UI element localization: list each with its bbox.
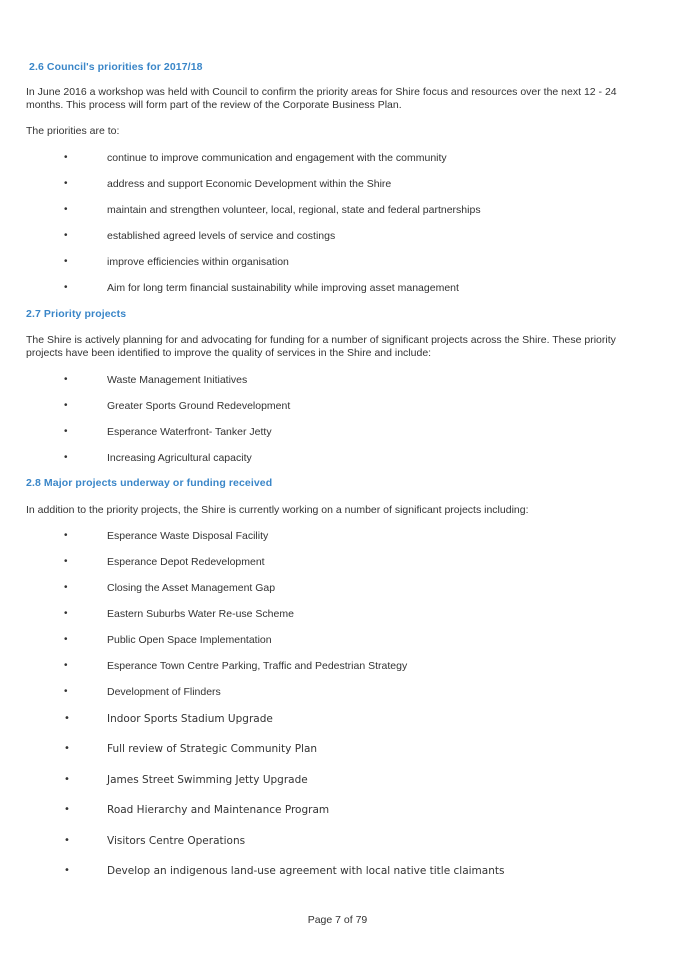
- list-item: [0, 255, 675, 271]
- bullet: •: [64, 608, 68, 619]
- list-item-text: Greater Sports Ground Redevelopment: [107, 400, 291, 412]
- bullet: •: [64, 865, 70, 876]
- bullet: •: [64, 256, 68, 267]
- bullet: •: [64, 282, 68, 293]
- bullet: •: [64, 374, 68, 385]
- list-item-text: Esperance Town Centre Parking, Traffic and Pedestrian Strategy: [107, 660, 408, 672]
- list-item: [0, 451, 675, 467]
- bullet: •: [64, 835, 70, 846]
- list-item: [0, 281, 675, 297]
- bullet: •: [64, 774, 70, 785]
- bullet: •: [64, 804, 70, 815]
- bullet: •: [64, 426, 68, 437]
- list-item: [0, 834, 675, 850]
- list-item: [0, 229, 675, 245]
- list-item-text: established agreed levels of service and costings: [107, 230, 336, 242]
- bullet: •: [64, 713, 70, 724]
- list-item-text: Esperance Waterfront- Tanker Jetty: [107, 426, 272, 438]
- section-2-6-intro: In June 2016 a workshop was held with Council to confirm the priority areas for Shire focus and resources over the next 12 - 24 months. This process will form part of the review of the Corporate Business Plan.: [26, 86, 617, 111]
- list-item: [0, 203, 675, 219]
- list-item-text: Develop an indigenous land-use agreement with local native title claimants: [107, 865, 505, 877]
- list-item-text: Development of Flinders: [107, 686, 221, 698]
- list-item: [0, 555, 675, 571]
- list-item-text: James Street Swimming Jetty Upgrade: [107, 774, 308, 786]
- bullet: •: [64, 452, 68, 463]
- list-item-text: Aim for long term financial sustainability while improving asset management: [107, 282, 459, 294]
- section-heading-2-8: 2.8 Major projects underway or funding received: [26, 477, 273, 489]
- list-item: [0, 633, 675, 649]
- list-item: [0, 581, 675, 597]
- section-2-7-intro: The Shire is actively planning for and advocating for funding for a number of significant projects across the Shire. These priority projects have been identified to improve the quality of services in the Shire and include:: [26, 334, 616, 359]
- section-heading-2-7: 2.7 Priority projects: [26, 308, 127, 320]
- list-item-text: Indoor Sports Stadium Upgrade: [107, 713, 273, 725]
- list-item-text: Esperance Waste Disposal Facility: [107, 530, 269, 542]
- list-item: [0, 685, 675, 701]
- list-item-text: Road Hierarchy and Maintenance Program: [107, 804, 330, 816]
- list-item-text: Visitors Centre Operations: [107, 835, 246, 847]
- bullet: •: [64, 204, 68, 215]
- list-item: [0, 712, 675, 728]
- list-item-text: Closing the Asset Management Gap: [107, 582, 276, 594]
- list-item: [0, 742, 675, 758]
- list-item: [0, 373, 675, 389]
- list-item-text: maintain and strengthen volunteer, local, regional, state and federal partnerships: [107, 204, 481, 216]
- page-number: Page 7 of 79: [307, 914, 368, 926]
- list-item: [0, 803, 675, 819]
- list-item: [0, 177, 675, 193]
- list-item: [0, 659, 675, 675]
- section-2-8-intro: In addition to the priority projects, the Shire is currently working on a number of significant projects including:: [26, 504, 529, 516]
- bullet: •: [64, 230, 68, 241]
- list-item: [0, 864, 675, 880]
- bullet: •: [64, 530, 68, 541]
- list-item-text: continue to improve communication and engagement with the community: [107, 152, 447, 164]
- bullet: •: [64, 400, 68, 411]
- section-heading-2-6: 2.6 Council's priorities for 2017/18: [29, 61, 203, 73]
- bullet: •: [64, 582, 68, 593]
- bullet: •: [64, 634, 68, 645]
- list-item-text: Increasing Agricultural capacity: [107, 452, 252, 464]
- list-item-text: address and support Economic Development within the Shire: [107, 178, 392, 190]
- list-item-text: Public Open Space Implementation: [107, 634, 272, 646]
- bullet: •: [64, 660, 68, 671]
- bullet: •: [64, 556, 68, 567]
- list-item-text: Eastern Suburbs Water Re-use Scheme: [107, 608, 294, 620]
- list-item: [0, 399, 675, 415]
- list-item-text: improve efficiencies within organisation: [107, 256, 289, 268]
- list-item: [0, 773, 675, 789]
- bullet: •: [64, 152, 68, 163]
- bullet: •: [64, 743, 70, 754]
- list-item: [0, 425, 675, 441]
- bullet: •: [64, 686, 68, 697]
- list-item: [0, 529, 675, 545]
- list-item-text: Full review of Strategic Community Plan: [107, 743, 318, 755]
- list-item: [0, 607, 675, 623]
- list-item-text: Waste Management Initiatives: [107, 374, 248, 386]
- list-item-text: Esperance Depot Redevelopment: [107, 556, 265, 568]
- list-item: [0, 151, 675, 167]
- bullet: •: [64, 178, 68, 189]
- section-2-6-lead: The priorities are to:: [26, 125, 120, 137]
